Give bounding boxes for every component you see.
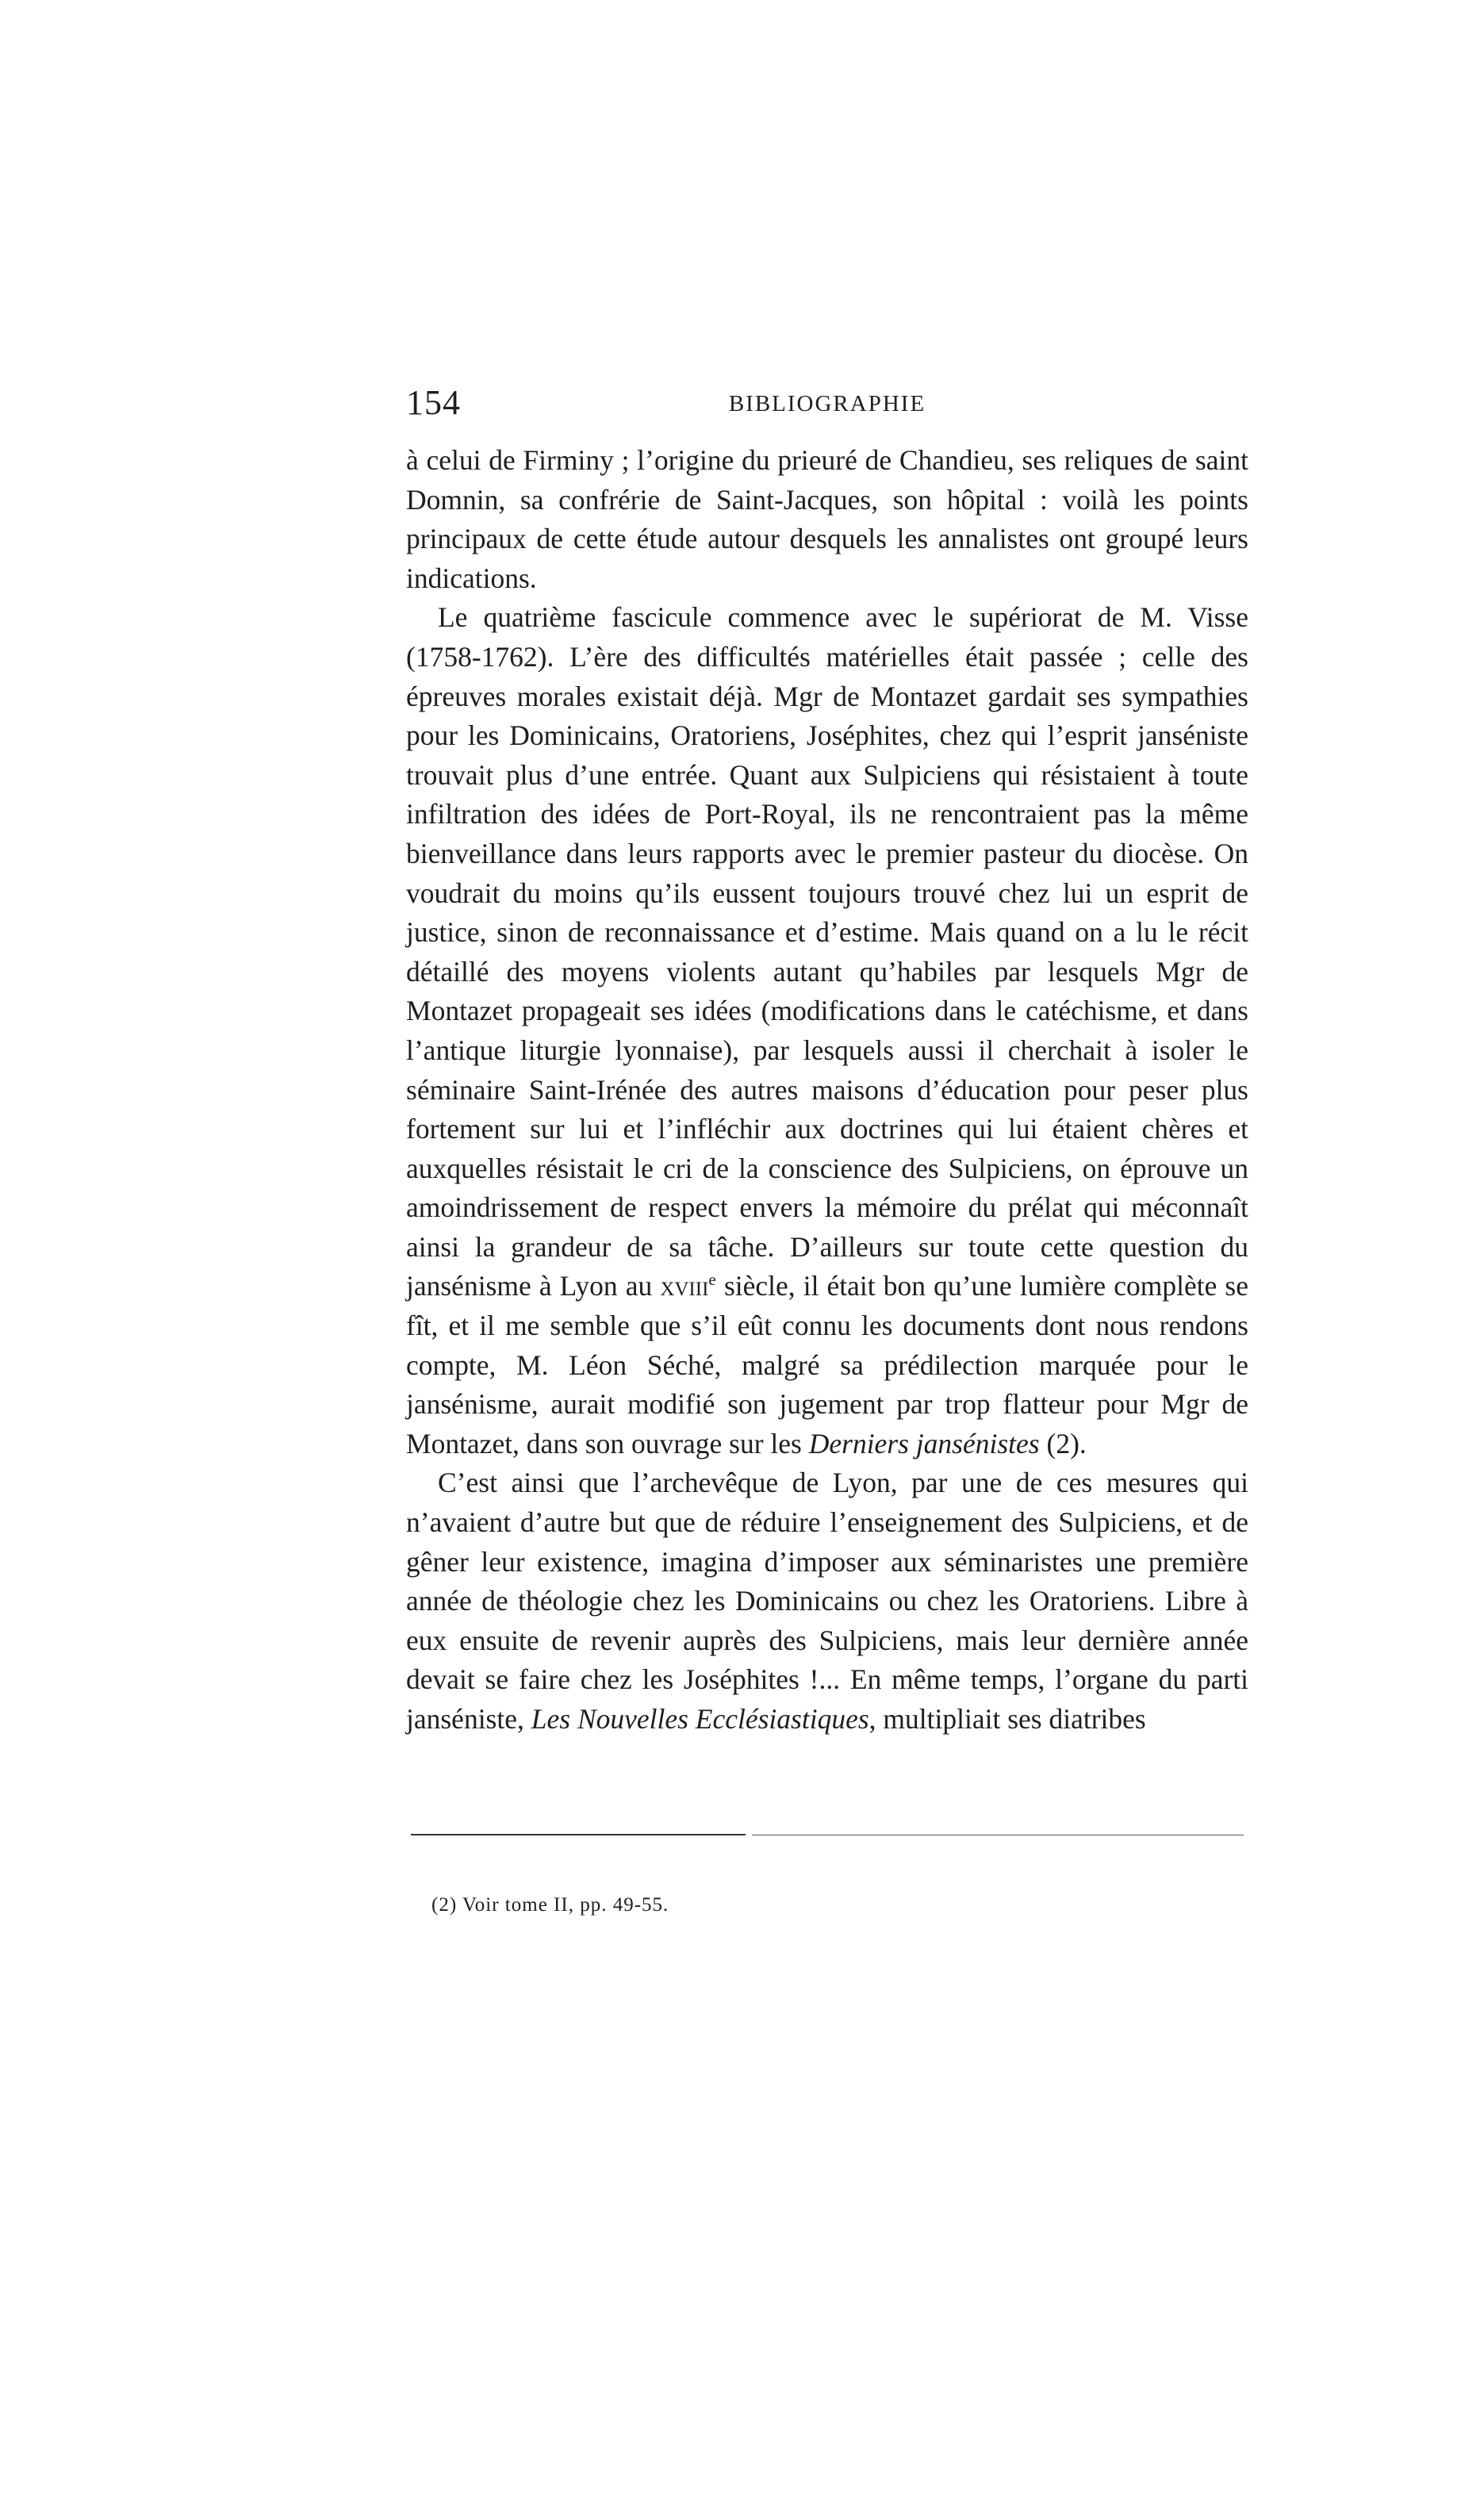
- footnote-rule: [411, 1834, 746, 1835]
- paragraph-text: , multipliait ses diatribes: [868, 1703, 1146, 1735]
- paragraph-text: Le quatrième fascicule commence avec le supériorat de M. Visse (1758-1762). L’ère des difficultés matérielles était passée ; celle des épreuves morales existait déjà. Mgr de Montazet gardait ses sympathies pour les Dominicains, Oratoriens, Joséphites, chez qui l’esprit janséniste trouvait plus d’une entrée. Quant aux Sulpiciens qui résistaient à toute infiltration des idées de Port-Royal, ils ne rencontraient pas la même bienveillance dans leurs rapports avec le premier pasteur du diocèse. On voudrait du moins qu’ils eussent toujours trouvé chez lui un esprit de justice, sinon de reconnaissance et d’estime. Mais quand on a lu le récit détaillé des moyens violents autant qu’habiles par lesquels Mgr de Montazet propageait ses idées (modifications dans le catéchisme, et dans l’antique liturgie lyonnaise), par lesquels aussi il cherchait à isoler le séminaire Saint-Irénée des autres maisons d’éducation pour peser plus fortement sur lui et l’infléchir aux doctrines qui lui étaient chères et auxquelles résistait le cri de la conscience des Sulpiciens, on éprouve un amoindrissement de respect envers la mémoire du prélat qui méconnaît ainsi la grandeur de sa tâche. D’ailleurs sur toute cette question du jansénisme à Lyon au: [406, 601, 1248, 1302]
- century-superscript: e: [708, 1270, 716, 1290]
- italic-title: Derniers jansénistes: [808, 1427, 1040, 1459]
- footnote-reference: (2).: [1046, 1427, 1087, 1459]
- footnote: (2) Voir tome II, pp. 49-55.: [431, 1894, 669, 1916]
- page-header: [406, 379, 1248, 427]
- running-head: BIBLIOGRAPHIE: [728, 391, 926, 416]
- page-number: 154: [406, 383, 461, 422]
- paragraph-continuation: à celui de Firminy ; l’origine du prieuré de Chandieu, ses reliques de saint Domnin, sa confrérie de Saint-Jacques, son hôpital : voilà les points principaux de cette étude autour desquels les annalistes ont groupé leurs indications.: [406, 444, 1248, 594]
- body-text: [406, 441, 1248, 1739]
- paragraph-quatrieme-fascicule: [406, 598, 1248, 1463]
- italic-title: Les Nouvelles Ecclésiastiques: [531, 1703, 869, 1735]
- paragraph-text: siècle, il était bon qu’une lumière complète se fît, et il me semble que s’il eût connu les documents dont nous rendons compte, M. Léon Séché, malgré sa prédilection marquée pour le jansénisme, aurait modifié son jugement par trop flatteur pour Mgr de Montazet, dans son ouvrage sur les: [406, 1270, 1249, 1459]
- paragraph-archeveque: [406, 1463, 1248, 1739]
- century-numeral: xviii: [660, 1270, 709, 1302]
- paragraph-text: C’est ainsi que l’archevêque de Lyon, par une de ces mesures qui n’avaient d’autre but que de réduire l’enseignement des Sulpiciens, et de gêner leur existence, imagina d’imposer aux séminaristes une première année de théologie chez les Dominicains ou chez les Oratoriens. Libre à eux ensuite de revenir auprès des Sulpiciens, mais leur dernière année devait se faire chez les Joséphites !... En même temps, l’organe du parti janséniste,: [406, 1467, 1248, 1735]
